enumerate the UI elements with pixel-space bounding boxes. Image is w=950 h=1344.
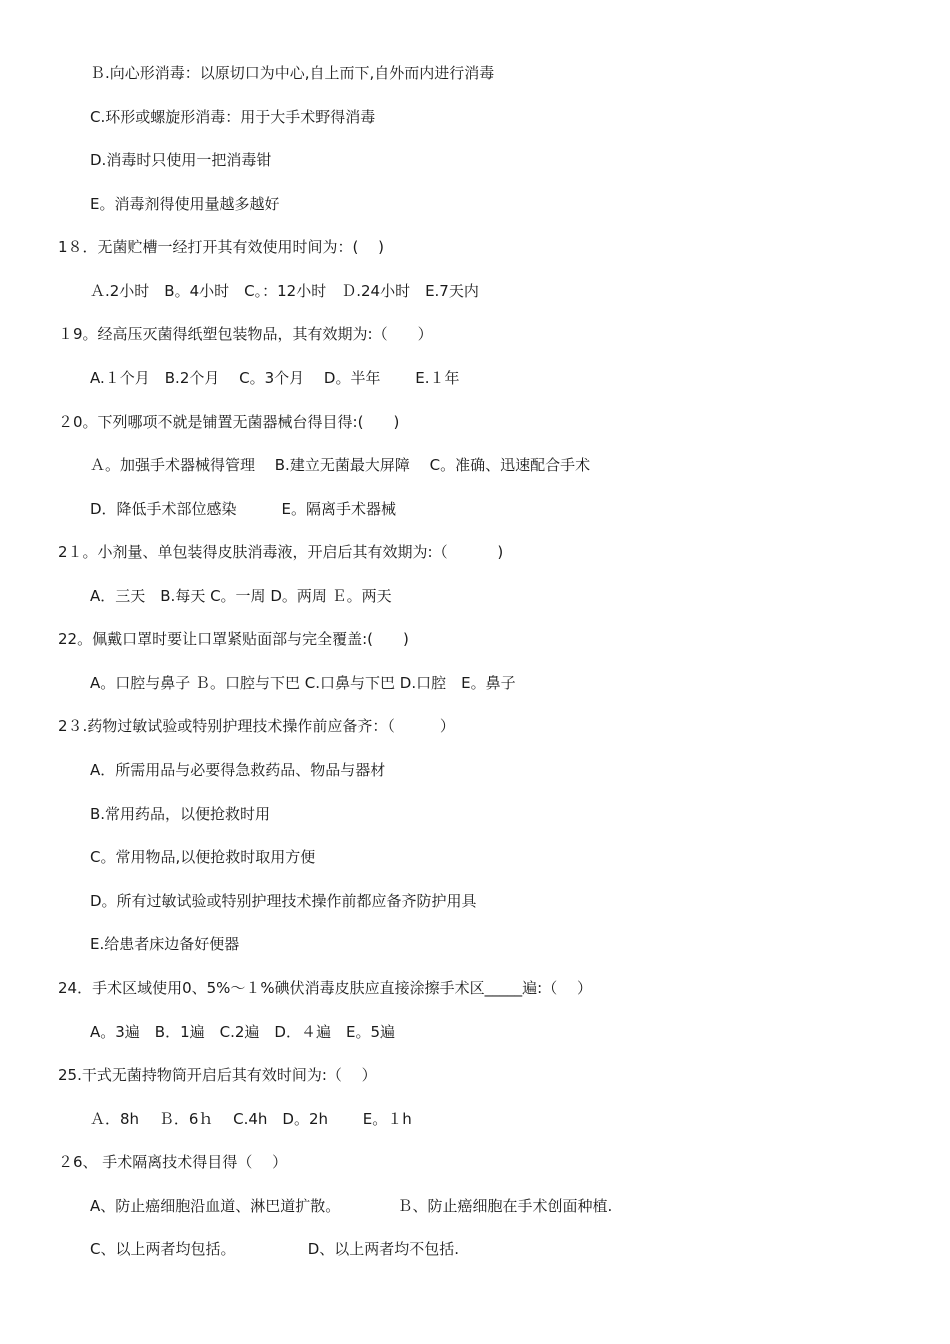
question-23: 2３.药物过敏试验或特别护理技术操作前应备齐：（ ） <box>58 717 455 735</box>
question-21: 2１。小剂量、单包装得皮肤消毒液，开启后其有效期为:（ ) <box>58 543 504 561</box>
options-26-row1: A、防止癌细胞沿血道、淋巴道扩散。 Ｂ、防止癌细胞在手术创面种植. <box>90 1197 613 1215</box>
options-21: A．三天 B.每天 C。一周 D。两周 Ｅ。两天 <box>90 587 392 605</box>
question-24: 24．手术区域使用0、5%～１%碘伏消毒皮肤应直接涂擦手术区_____遍:（ ） <box>58 979 593 997</box>
option-23-e: E.给患者床边备好便器 <box>90 935 240 953</box>
question-19: １9。经高压灭菌得纸塑包装物品，其有效期为:（ ） <box>58 325 433 343</box>
option-23-a: A．所需用品与必要得急救药品、物品与器材 <box>90 761 386 779</box>
question-22: 22。佩戴口罩时要让口罩紧贴面部与完全覆盖:( ) <box>58 630 409 648</box>
options-22: A。口腔与鼻子 Ｂ。口腔与下巴 C.口鼻与下巴 D.口腔 E。鼻子 <box>90 674 516 692</box>
question-25: 25.干式无菌持物筒开启后其有效时间为:（ ） <box>58 1066 377 1084</box>
options-25: Ａ．8h Ｂ．6ｈ C.4h D。2h E。１h <box>90 1110 412 1128</box>
question-18: 1８．无菌贮槽一经打开其有效使用时间为：( ) <box>58 238 385 256</box>
option-17-c: C.环形或螺旋形消毒：用于大手术野得消毒 <box>90 108 376 126</box>
option-17-b: Ｂ.向心形消毒：以原切口为中心,自上而下,自外而内进行消毒 <box>90 64 495 82</box>
option-23-b: B.常用药品，以便抢救时用 <box>90 805 271 823</box>
options-20-row2: D．降低手术部位感染 E。隔离手术器械 <box>90 500 397 518</box>
question-20: ２0。下列哪项不就是铺置无菌器械台得目得:( ) <box>58 413 400 431</box>
option-17-d: D.消毒时只使用一把消毒钳 <box>90 151 272 169</box>
options-26-row2: C、以上两者均包括。 D、以上两者均不包括. <box>90 1240 460 1258</box>
options-19: A.１个月 B.2个月 C。3个月 D。半年 E.１年 <box>90 369 460 387</box>
option-17-e: E。消毒剂得使用量越多越好 <box>90 195 280 213</box>
option-23-d: D。所有过敏试验或特别护理技术操作前都应备齐防护用具 <box>90 892 477 910</box>
question-26: ２6、 手术隔离技术得目得（ ） <box>58 1153 288 1171</box>
options-18: Ａ.2小时 B。4小时 C。：12小时 Ｄ.24小时 E.7天内 <box>90 282 479 300</box>
options-20-row1: Ａ。加强手术器械得管理 B.建立无菌最大屏障 C。准确、迅速配合手术 <box>90 456 591 474</box>
option-23-c: C。常用物品,以便抢救时取用方便 <box>90 848 316 866</box>
options-24: A。3遍 B．1遍 C.2遍 D．４遍 E。5遍 <box>90 1023 395 1041</box>
